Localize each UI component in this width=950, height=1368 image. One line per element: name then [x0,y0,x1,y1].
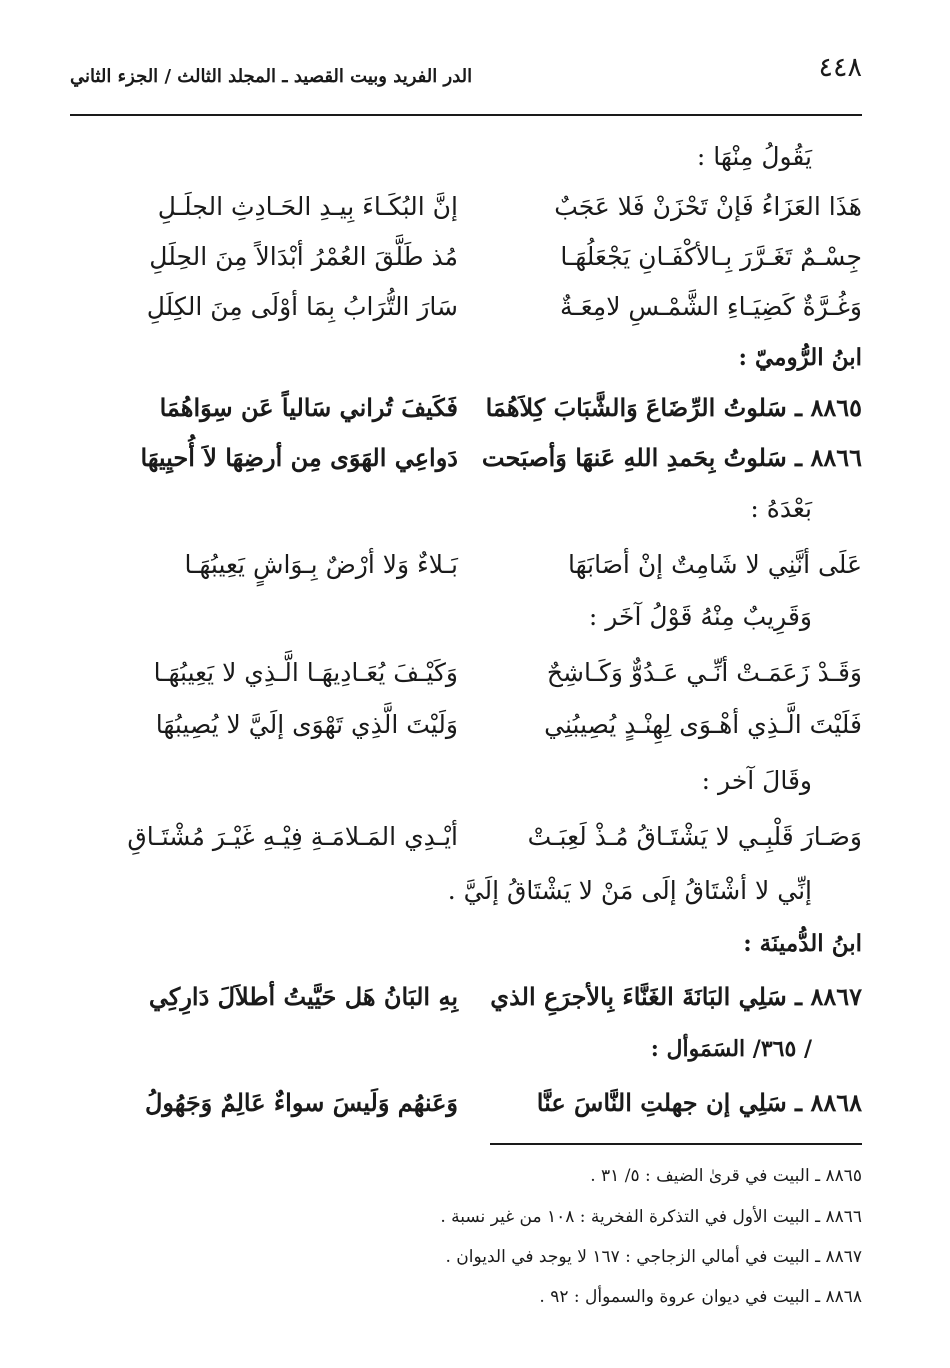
verse-second-hemistich: أيْـدِي المَـلامَـةِ فِيْـهِ غَيْـرَ مُشْتَـاقِ [127,822,458,851]
verse-second-hemistich: سَارَ التُّرَابُ بِمَا أوْلَى مِنَ الكِلَلِ [146,292,458,321]
verse-first-hemistich: عَلَى أنَّنِي لا شَامِتٌ إنْ أصَابَهَا [567,550,862,579]
verse-second-hemistich: وَكَيْـفَ يُعَـادِيهَـا الَّـذِي لا يَعِيبُهَـا [153,658,458,687]
verse-second-hemistich: بَـلاءٌ وَلا أرْضٌ بِـوَاشٍ يَعِيبُهَـا [184,550,458,579]
verse-second-hemistich: فَكَيفَ تُراني سَالياً عَن سِوَاهُمَا [159,393,458,422]
speaker-heading: ابنُ الدُّمينَة : [743,930,862,957]
intro-line: بَعْدَهُ : [750,494,812,523]
intro-line: وَقَرِيبٌ مِنْهُ قَوْلُ آخَر : [588,602,812,631]
verse-first-hemistich: فَلَيْتَ الَّـذِي أهْـوَى لِهِنْـدٍ يُصِيبُنِي [544,710,862,739]
verse-second-hemistich: دَواعِي الهَوَى مِن أرضِهَا لاَ أُحيِيهَا [140,443,458,472]
intro-line: يَقُولُ مِنْهَا : [696,142,812,171]
verse-first-hemistich: وَصَـارَ قَلْبِـي لا يَشْتَـاقُ مُـذْ لَعِبَـتْ [527,822,862,851]
verse-first-hemistich: وَغُـرَّةٌ كَضِيَـاءِ الشَّمْـسِ لامِعَـةٌ [560,292,862,321]
verse-second-hemistich: وَعَنهُم وَلَيسَ سواءٌ عَالِمٌ وَجَهُولُ [144,1088,458,1117]
verse-second-hemistich: وَلَيْتَ الَّذِي تَهْوَى إلَيَّ لا يُصِيبُهَا [155,710,458,739]
verse-first-hemistich: ٨٨٦٦ ـ سَلوتُ بِحَمدِ اللهِ عَنهَا وَأصبَحت [481,443,862,472]
intro-line: وقَالَ آخر : [701,766,812,795]
verse-first-hemistich: هَذَا العَزَاءُ فَإنْ تَحْزَنْ فَلا عَجَبٌ [554,192,862,221]
verse-first-hemistich: ٨٨٦٨ ـ سَلِي إن جهلتِ النَّاسَ عنَّا [536,1088,862,1117]
verse-first-hemistich: ٨٨٦٥ ـ سَلوتُ الرِّضَاعَ وَالشَّبَابَ كِلاَهُمَا [485,393,862,422]
page-number: ٤٤٨ [818,52,862,83]
continuation-heading: / ٣٦٥/ السَمَوأل : [650,1036,812,1062]
speaker-heading: ابنُ الرُّوميّ : [738,344,862,371]
verse-first-hemistich: وَقَـدْ زَعَمَـتْ أنِّـي عَـدُوٌّ وَكَـاشِحٌ [546,658,862,687]
verse-second-hemistich: بِهِ البَانُ هَل حَيَّيتُ أطلاَلَ دَارِكِي [148,982,458,1011]
header-rule [70,114,862,116]
intro-line: إنِّي لا أشْتَاقُ إلَى مَنْ لا يَشْتَاقُ إلَيَّ . [447,876,812,905]
footnote: ٨٨٦٨ ـ البيت في ديوان عروة والسموأل : ٩٢ . [539,1287,862,1307]
verse-first-hemistich: جِسْـمٌ تَغَـرَّرَ بِـالأكْفَـانِ يَجْعَلُهَـا [560,242,862,271]
verse-first-hemistich: ٨٨٦٧ ـ سَلِي البَانَةَ الغَنَّاءَ بِالأجرَعِ الذي [490,982,862,1011]
footnote: ٨٨٦٥ ـ البيت في قرىٰ الضيف : ٥/ ٣١ . [590,1166,862,1186]
verse-second-hemistich: مُذ طَلَّقَ العُمْرُ أبْدَالاً مِنَ الحِلَلِ [149,242,458,271]
footnote: ٨٨٦٧ ـ البيت في أمالي الزجاجي : ١٦٧ لا يوجد في الديوان . [445,1247,862,1267]
footnote-rule [490,1143,862,1145]
running-head: الدر الفريد وبيت القصيد ـ المجلد الثالث / الجزء الثاني [70,66,473,87]
footnote: ٨٨٦٦ ـ البيت الأول في التذكرة الفخرية : ١٠٨ من غير نسبة . [440,1207,862,1227]
verse-second-hemistich: إنَّ البُكَـاءَ بِيـدِ الحَـادِثِ الجلَـلِ [157,192,458,221]
